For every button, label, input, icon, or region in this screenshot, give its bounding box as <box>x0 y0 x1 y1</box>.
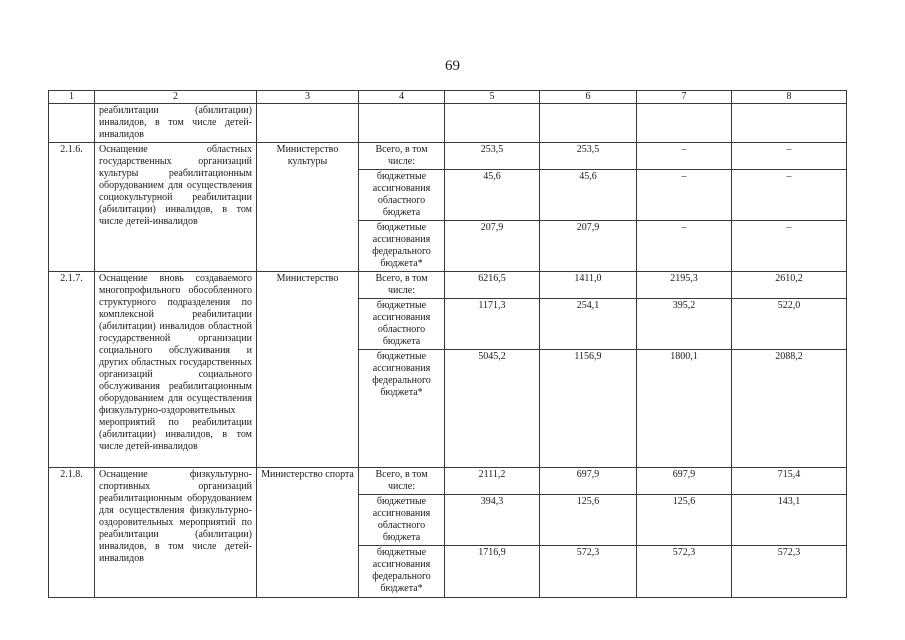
value-year1: 697,9 <box>540 468 637 495</box>
funding-source: бюджетные ассигнования областного бюджета <box>359 170 445 221</box>
continuation-text: реабилитации (абилитации) инвалидов, в том числе детей-инвалидов <box>95 104 257 143</box>
page-number: 69 <box>445 58 460 74</box>
value-total: 1171,3 <box>445 299 540 350</box>
column-header: 6 <box>540 91 637 104</box>
value-year1: 572,3 <box>540 546 637 598</box>
column-header: 5 <box>445 91 540 104</box>
value-year3: 143,1 <box>732 495 847 546</box>
value-total: 2111,2 <box>445 468 540 495</box>
funding-source: бюджетные ассигнования федерального бюджета* <box>359 350 445 468</box>
row-number: 2.1.6. <box>49 143 95 272</box>
column-header: 2 <box>95 91 257 104</box>
executor: Министерство спорта <box>257 468 359 598</box>
value-total: 253,5 <box>445 143 540 170</box>
executor: Министерство культуры <box>257 143 359 272</box>
column-header: 8 <box>732 91 847 104</box>
table-row <box>49 143 847 170</box>
value-year3: – <box>732 170 847 221</box>
value-year1: 253,5 <box>540 143 637 170</box>
funding-source: Всего, в том числе: <box>359 468 445 495</box>
funding-source: бюджетные ассигнования федерального бюджета* <box>359 546 445 598</box>
value-year3: 715,4 <box>732 468 847 495</box>
value-year3: 2088,2 <box>732 350 847 468</box>
value-total: 6216,5 <box>445 272 540 299</box>
value-year1: 125,6 <box>540 495 637 546</box>
value-total: 207,9 <box>445 221 540 272</box>
measure-description: Оснащение областных государственных организаций культуры реабилитационным оборудованием для осуществления социокультурной реабилитации (абилитации) инвалидов, в том числе детей-инвалидов <box>95 143 257 272</box>
measure-description: Оснащение физкультурно-спортивных организаций реабилитационным оборудованием для осуществления физкультурно-оздоровительных мероприятий по реабилитации (абилитации) инвалидов, в том числе детей-инвалидов <box>95 468 257 598</box>
funding-source: Всего, в том числе: <box>359 272 445 299</box>
column-header: 1 <box>49 91 95 104</box>
value-year3: 522,0 <box>732 299 847 350</box>
table-row <box>49 468 847 495</box>
value-total: 394,3 <box>445 495 540 546</box>
value-year2: 572,3 <box>637 546 732 598</box>
column-header: 7 <box>637 91 732 104</box>
value-year2: 1800,1 <box>637 350 732 468</box>
value-year1: 45,6 <box>540 170 637 221</box>
column-header: 3 <box>257 91 359 104</box>
column-numbers-row <box>49 91 847 104</box>
column-header: 4 <box>359 91 445 104</box>
funding-source: Всего, в том числе: <box>359 143 445 170</box>
value-year1: 1411,0 <box>540 272 637 299</box>
value-total: 1716,9 <box>445 546 540 598</box>
value-total: 5045,2 <box>445 350 540 468</box>
value-year2: – <box>637 143 732 170</box>
value-year3: – <box>732 221 847 272</box>
funding-source: бюджетные ассигнования федерального бюджета* <box>359 221 445 272</box>
measure-description: Оснащение вновь создаваемого многопрофильного обособленного структурного подразделения по комплексной реабилитации (абилитации) инвалидов областной государственной организации социального обслуживания и других областных государственных организаций социального обслуживания реабилитационным оборудованием для осуществления физкультурно-оздоровительных мероприятий по реабилитации (абилитации) инвалидов, в том числе детей-инвалидов <box>95 272 257 468</box>
value-year2: 2195,3 <box>637 272 732 299</box>
row-number: 2.1.8. <box>49 468 95 598</box>
executor: Министерство <box>257 272 359 468</box>
value-year1: 207,9 <box>540 221 637 272</box>
value-year2: 125,6 <box>637 495 732 546</box>
value-year1: 1156,9 <box>540 350 637 468</box>
funding-source: бюджетные ассигнования областного бюджета <box>359 495 445 546</box>
value-year2: – <box>637 170 732 221</box>
value-year3: 572,3 <box>732 546 847 598</box>
row-number: 2.1.7. <box>49 272 95 468</box>
value-year3: – <box>732 143 847 170</box>
value-year2: 697,9 <box>637 468 732 495</box>
value-year3: 2610,2 <box>732 272 847 299</box>
funding-source: бюджетные ассигнования областного бюджета <box>359 299 445 350</box>
value-total: 45,6 <box>445 170 540 221</box>
value-year2: 395,2 <box>637 299 732 350</box>
value-year1: 254,1 <box>540 299 637 350</box>
continuation-row <box>49 104 847 143</box>
table-row <box>49 272 847 299</box>
value-year2: – <box>637 221 732 272</box>
program-table <box>48 90 847 598</box>
